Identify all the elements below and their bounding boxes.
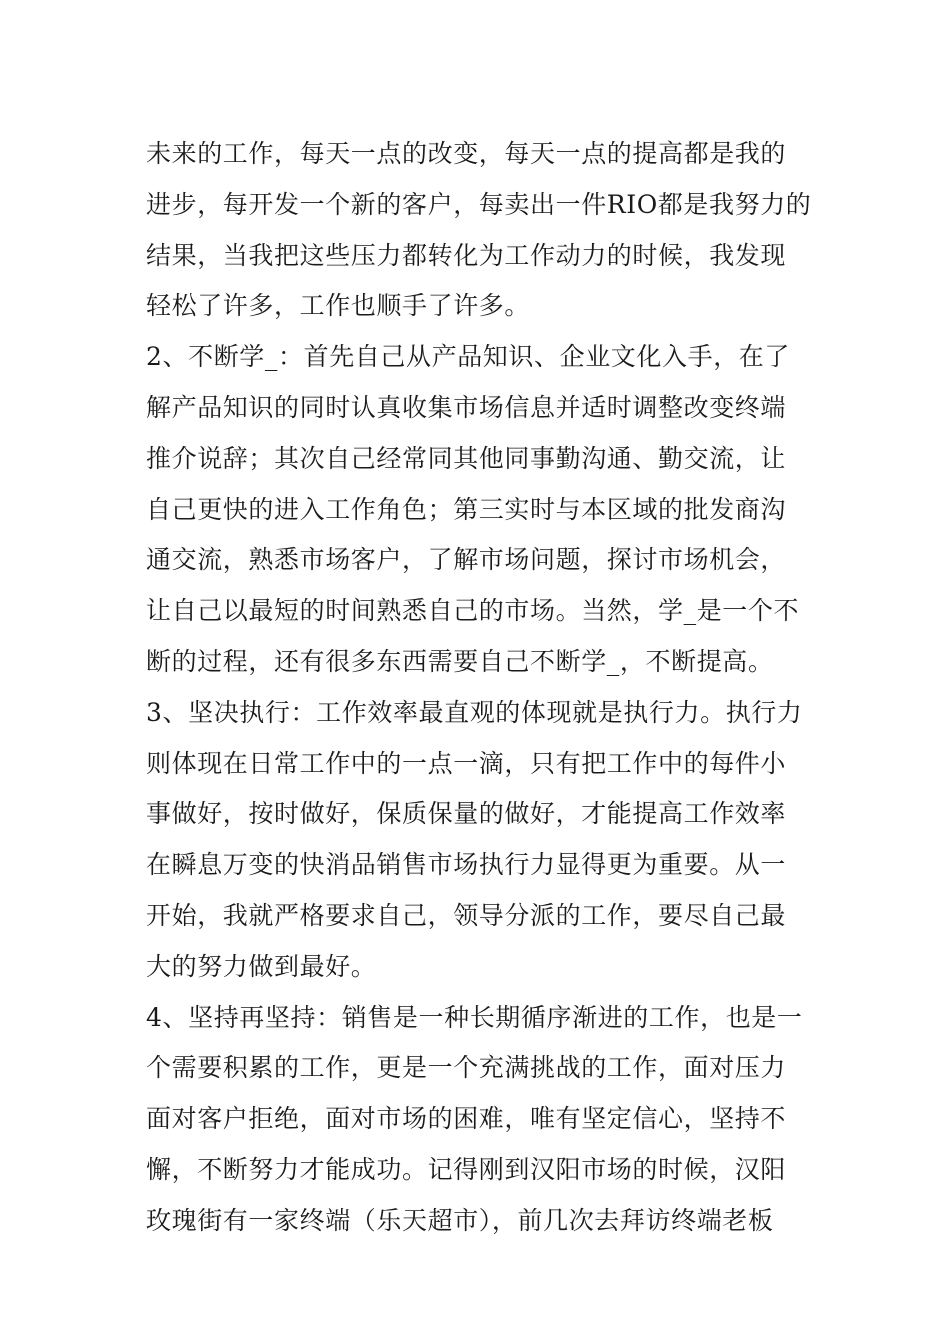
text-line: 大的努力做到最好。 xyxy=(146,951,377,981)
text-line: 解产品知识的同时认真收集市场信息并适时调整改变终端 xyxy=(146,392,787,422)
text-line: 通交流，熟悉市场客户，了解市场问题，探讨市场机会， xyxy=(146,545,787,575)
text-line: 懈，不断努力才能成功。记得刚到汉阳市场的时候，汉阳 xyxy=(146,1154,787,1184)
text-line: 推介说辞；其次自己经常同其他同事勤沟通、勤交流，让 xyxy=(146,443,787,473)
text-line: 进步，每开发一个新的客户，每卖出一件RIO都是我努力的 xyxy=(146,189,812,219)
text-line: 在瞬息万变的快消品销售市场执行力显得更为重要。从一 xyxy=(146,850,787,880)
body-text xyxy=(146,129,812,1247)
text-line: 玫瑰街有一家终端（乐天超市），前几次去拜访终端老板 xyxy=(146,1205,774,1235)
text-line: 4、坚持再坚持：销售是一种长期循序渐进的工作，也是一 xyxy=(146,1002,803,1032)
text-line: 面对客户拒绝，面对市场的困难，唯有坚定信心，坚持不 xyxy=(146,1104,787,1134)
text-line: 3、坚决执行：工作效率最直观的体现就是执行力。执行力 xyxy=(146,697,803,727)
text-line: 2、不断学_：首先自己从产品知识、企业文化入手，在了 xyxy=(146,342,791,372)
text-line: 事做好，按时做好，保质保量的做好，才能提高工作效率 xyxy=(146,799,787,829)
text-line: 断的过程，还有很多东西需要自己不断学_，不断提高。 xyxy=(146,646,774,676)
text-line: 则体现在日常工作中的一点一滴，只有把工作中的每件小 xyxy=(146,748,787,778)
text-line: 自己更快的进入工作角色；第三实时与本区域的批发商沟 xyxy=(146,494,787,524)
text-line: 轻松了许多，工作也顺手了许多。 xyxy=(146,291,531,321)
text-line: 让自己以最短的时间熟悉自己的市场。当然，学_是一个不 xyxy=(146,596,800,626)
text-line: 结果，当我把这些压力都转化为工作动力的时候，我发现 xyxy=(146,240,787,270)
text-line: 个需要积累的工作，更是一个充满挑战的工作，面对压力 xyxy=(146,1053,787,1083)
text-line: 未来的工作，每天一点的改变，每天一点的提高都是我的 xyxy=(146,139,787,168)
text-line: 开始，我就严格要求自己，领导分派的工作，要尽自己最 xyxy=(146,900,787,930)
